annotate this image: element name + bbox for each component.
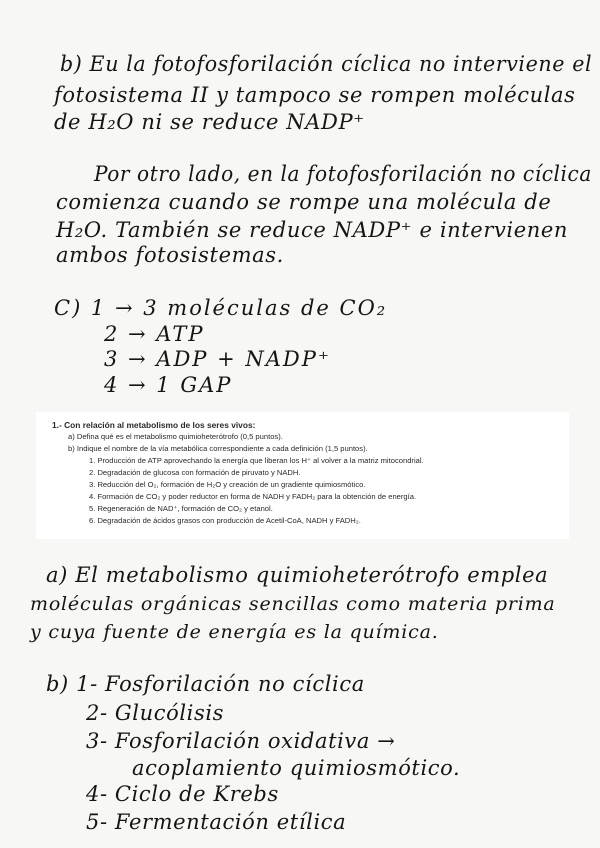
handwritten-line: moléculas orgánicas sencillas como materia prima — [30, 593, 556, 615]
handwritten-line: de H₂O ni se reduce NADP⁺ — [54, 110, 365, 134]
handwritten-line: C) 1 → 3 moléculas de CO₂ — [54, 296, 388, 320]
question-item: 1. Producción de ATP aprovechando la energía que liberan los H⁺ al volver a la matriz mitocondrial. — [89, 456, 424, 465]
question-title: 1.- Con relación al metabolismo de los seres vivos: — [52, 420, 256, 430]
question-part-a: a) Defina qué es el metabolismo quimioheterótrofo (0,5 puntos). — [68, 432, 283, 441]
printed-exam-question — [36, 412, 569, 539]
handwritten-line: ambos fotosistemas. — [56, 243, 284, 267]
question-item: 3. Reducción del O₂, formación de H₂O y creación de un gradiente quimiosmótico. — [89, 480, 366, 489]
handwritten-line: comienza cuando se rompe una molécula de — [56, 190, 552, 214]
question-item: 6. Degradación de ácidos grasos con producción de Acetil-CoA, NADH y FADH₂. — [89, 516, 361, 525]
handwritten-line: y cuya fuente de energía es la química. — [30, 621, 439, 643]
handwritten-line: 2- Glucólisis — [86, 701, 225, 725]
handwritten-line: 3 → ADP + NADP⁺ — [104, 347, 331, 371]
question-part-b: b) Indique el nombre de la vía metabólica correspondiente a cada definición (1,5 puntos). — [68, 444, 368, 453]
handwritten-line: 4 → 1 GAP — [104, 373, 233, 397]
handwritten-line: 2 → ATP — [104, 322, 205, 346]
question-item: 5. Regeneración de NAD⁺, formación de CO₂ y etanol. — [89, 504, 273, 513]
handwritten-line: fotosistema II y tampoco se rompen moléculas — [54, 83, 576, 107]
handwritten-line: H₂O. También se reduce NADP⁺ e intervienen — [56, 218, 569, 242]
question-item: 4. Formación de CO₂ y poder reductor en forma de NADH y FADH₂ para la obtención de energía. — [89, 492, 417, 501]
handwritten-line: 5- Fermentación etílica — [86, 810, 347, 834]
handwritten-line: Por otro lado, en la fotofosforilación no cíclica — [94, 162, 592, 186]
handwritten-line: b) 1- Fosforilación no cíclica — [46, 672, 365, 696]
handwritten-line: 4- Ciclo de Krebs — [86, 782, 279, 806]
handwritten-line: a) El metabolismo quimioheterótrofo emplea — [46, 563, 549, 587]
handwritten-line: b) Eu la fotofosforilación cíclica no interviene el — [60, 52, 593, 76]
question-item: 2. Degradación de glucosa con formación de piruvato y NADH. — [89, 468, 301, 477]
handwritten-line: acoplamiento quimiosmótico. — [132, 756, 461, 780]
handwritten-line: 3- Fosforilación oxidativa → — [86, 729, 396, 753]
